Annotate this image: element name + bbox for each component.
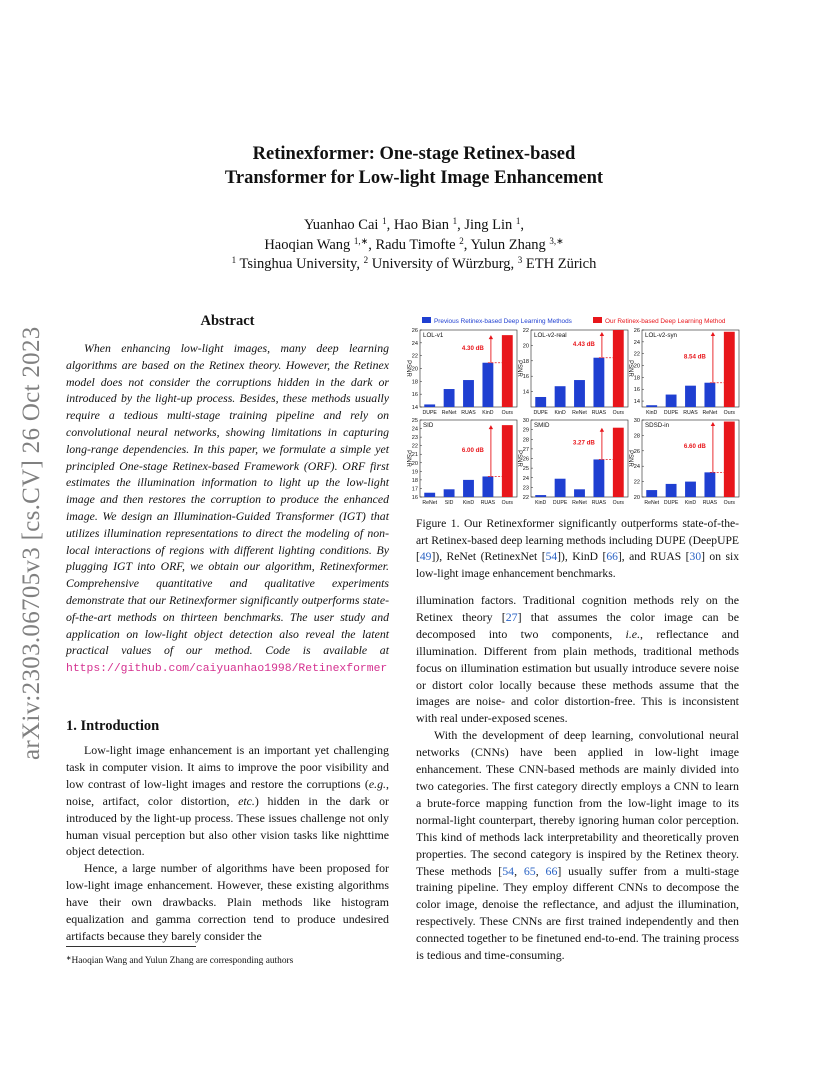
x-tick-label: Ours: [612, 410, 624, 416]
y-tick-label: 25: [411, 418, 418, 424]
chart-title: SMID: [534, 422, 550, 429]
bar: [593, 459, 604, 497]
x-tick-label: KinD: [535, 500, 547, 506]
bar: [704, 472, 715, 497]
author-line-2: Haoqian Wang $^{1,∗}$, Radu Timofte $^2$, Yulun Zhang $^{3,∗}$: [264, 235, 564, 253]
x-tick-label: RUAS: [461, 410, 476, 416]
y-axis-label: PSNR: [405, 450, 411, 467]
improvement-label: 4.43 dB: [572, 340, 595, 348]
affiliation-mark: 3: [517, 255, 523, 265]
y-tick-label: 22: [633, 479, 640, 486]
y-tick-label: 22: [522, 328, 529, 334]
x-tick-label: RUAS: [702, 500, 718, 506]
chart-title: LOL-v2-real: [534, 332, 567, 339]
citation-link[interactable]: 27: [505, 609, 518, 624]
affiliation-mark: 1: [231, 255, 237, 265]
x-tick-label: DUPE: [663, 410, 679, 416]
bar: [685, 386, 696, 407]
citation-link[interactable]: 54: [545, 550, 558, 563]
x-tick-label: Ours: [612, 500, 624, 506]
x-tick-label: Ours: [723, 410, 735, 416]
y-tick-label: 26: [633, 448, 640, 455]
abstract-text: [66, 340, 389, 678]
bar: [502, 425, 513, 497]
bar: [666, 395, 677, 407]
footnote-divider: [66, 946, 196, 947]
affiliation-1: Tsinghua University,: [239, 256, 360, 272]
affiliation-2: University of Würzburg,: [371, 256, 515, 272]
y-axis-label: PSNR: [516, 450, 522, 467]
x-tick-label: KinD: [646, 410, 658, 416]
x-tick-label: ReNet: [644, 500, 660, 506]
bar: [482, 476, 493, 497]
chart-title: SID: [423, 422, 434, 429]
legend-label-previous: Previous Retinex-based Deep Learning Methods: [434, 318, 572, 325]
x-tick-label: KinD: [482, 410, 494, 416]
author-name: Yuanhao Cai: [303, 217, 379, 233]
affiliation-3: ETH Zürich: [525, 256, 597, 272]
chart-title: SDSD-in: [645, 422, 670, 429]
y-tick-label: 20: [411, 366, 418, 373]
bar: [613, 330, 624, 407]
bar: [535, 397, 546, 407]
author-name: Yulun Zhang: [470, 236, 546, 253]
title-line-2: Transformer for Low-light Image Enhancement: [224, 168, 604, 188]
y-tick-label: 18: [633, 375, 640, 382]
abstract-heading: Abstract: [200, 313, 255, 329]
x-tick-label: DUPE: [422, 410, 437, 416]
x-tick-label: ReNet: [441, 410, 457, 416]
y-tick-label: 14: [522, 389, 529, 396]
author-affiliation-mark: 1: [452, 216, 458, 226]
paragraph: Low-light image enhancement is an important yet challenging task in computer vision. It aims to improve the poor visibility and low contrast of low-light images and restore the corruptions (e.g., noise, artifact, color distortion, etc.) hidden in the dark or introduced by the light-up process. These issues challenge not only human visual perception but also other vision tasks like nighttime object detection.: [66, 743, 389, 859]
paragraph: Hence, a large number of algorithms have been proposed for low-light image enhancement. However, these existing algorithms have their own drawbacks. Plain methods like histogram equalization and gamma correction tend to produce undesired artifacts because they barely consider the: [66, 861, 389, 943]
improvement-label: 6.60 dB: [683, 443, 706, 451]
bar: [666, 484, 677, 497]
figure-caption: Figure 1. Our Retinexformer significantly outperforms state-of-the-art Retinex-based deep learning methods including DUPE (DeepUPE [49]), ReNet (RetinexNet [54]), KinD [66], and RUAS [30] on six low-light image enhancement benchmarks.: [416, 517, 739, 580]
x-tick-label: Ours: [723, 500, 735, 506]
x-tick-label: ReNet: [572, 410, 587, 416]
bar: [646, 490, 657, 497]
affiliations: [0, 255, 828, 275]
y-tick-label: 30: [522, 418, 529, 424]
y-tick-label: 20: [411, 460, 418, 467]
x-tick-label: Ours: [501, 410, 513, 416]
citation-link[interactable]: 49: [419, 550, 432, 563]
bar: [685, 482, 696, 497]
x-tick-label: Ours: [501, 500, 513, 506]
y-tick-label: 16: [522, 374, 529, 381]
y-tick-label: 21: [411, 452, 418, 459]
y-tick-label: 24: [633, 464, 640, 471]
footnote: [66, 953, 293, 967]
author-affiliation-mark: 1: [515, 216, 521, 226]
y-tick-label: 23: [522, 485, 529, 492]
y-tick-label: 16: [411, 495, 418, 501]
y-tick-label: 20: [522, 343, 529, 350]
chart-title: LOL-v1: [423, 332, 444, 339]
author-affiliation-mark: 3,∗: [549, 235, 564, 246]
bar: [593, 358, 604, 407]
y-tick-label: 24: [522, 475, 529, 482]
y-tick-label: 18: [522, 358, 529, 365]
y-tick-label: 17: [411, 486, 418, 493]
y-tick-label: 29: [522, 427, 529, 434]
y-tick-label: 27: [522, 446, 529, 453]
author-name: Radu Timofte: [375, 236, 456, 253]
y-axis-label: PSNR: [405, 360, 411, 377]
bar: [444, 389, 455, 407]
improvement-label: 8.54 dB: [683, 353, 706, 361]
affiliation-mark: 2: [363, 255, 369, 265]
bar: [424, 404, 435, 407]
improvement-arrowhead: [600, 332, 604, 336]
author-affiliation-mark: 2: [459, 235, 464, 246]
bar: [574, 380, 585, 407]
citation-link[interactable]: 65: [523, 863, 536, 878]
legend-swatch-ours: [593, 317, 602, 323]
citation-link[interactable]: 30: [689, 550, 702, 563]
author-block: [0, 216, 828, 275]
y-tick-label: 24: [411, 340, 418, 347]
figure-svg: [404, 314, 742, 508]
paragraph: illumination factors. Traditional cognition methods rely on the Retinex theory [27] that assumes the color image can be decomposed into two components, i.e., reflectance and illumination. Different from plain methods, traditional methods focus on illumination estimation but usually introduce severe noise or distort color locally because these methods assume that the images are noise- and color distortion-free. This is inconsistent with real under-exposed scenes.: [416, 593, 739, 726]
bar: [502, 335, 513, 407]
y-axis-label: PSNR: [627, 360, 633, 377]
improvement-arrowhead: [489, 335, 493, 339]
y-tick-label: 26: [633, 328, 640, 334]
x-tick-label: RUAS: [591, 410, 607, 416]
paragraph: With the development of deep learning, convolutional neural networks (CNNs) have been applied in low-light image enhancement. These CNN-based methods are mainly divided into two categories. The first category directly employs a CNN to learn a brute-force mapping function from the low-light image to its normal-light counterpart, thereby ignoring human color perception. This kind of methods lack interpretability and theoretically proven properties. The second category is inspired by the Retinex theory. These methods [54, 65, 66] usually suffer from a multi-stage training pipeline. They employ different CNNs to decompose the color image, denoise the reflectance, and adjust the illumination, respectively. These CNNs are first trained independently and then connected together to be finetuned end-to-end. The training process is tedious and time-consuming.: [416, 728, 740, 963]
improvement-label: 4.30 dB: [461, 344, 484, 352]
title-line-1: Retinexformer: One-stage Retinex-based: [252, 144, 576, 164]
y-tick-label: 23: [411, 435, 418, 442]
bar: [424, 493, 435, 497]
improvement-label: 3.27 dB: [572, 439, 595, 447]
bar: [482, 363, 493, 407]
author-affiliation-mark: 1: [382, 216, 387, 226]
y-tick-label: 14: [633, 399, 640, 406]
x-tick-label: SID: [444, 500, 454, 506]
x-tick-label: ReNet: [422, 500, 438, 506]
x-tick-label: DUPE: [663, 500, 679, 506]
legend-swatch-previous: [422, 317, 431, 323]
y-tick-label: 26: [411, 328, 418, 334]
bar: [724, 422, 735, 497]
x-tick-label: DUPE: [552, 500, 568, 506]
x-tick-label: ReNet: [702, 410, 718, 416]
y-tick-label: 22: [633, 351, 640, 358]
y-tick-label: 22: [522, 495, 529, 501]
abstract-body: When enhancing low-light images, many deep learning algorithms are based on the Retinex theory. However, the Retinex model does not consider the corruptions hidden in the dark or introduced by the light-up process. Besides, these methods usually require a tedious multi-stage training pipeline and rely on convolutional neural networks, showing limitations in capturing long-range dependencies. In this paper, we formulate a simple yet principled One-stage Retinex-based Framework (ORF). ORF first estimates the illumination information to light up the low-light image and then restores the corruption to produce the enhanced image. We design an Illumination-Guided Transformer (IGT) that utilizes illumination representations to direct the modeling of non-local interactions of regions with different lighting conditions. By plugging IGT into ORF, we obtain our algorithm, Retinexformer. Comprehensive quantitative and qualitative experiments demonstrate that our Retinexformer significantly outperforms state-of-the-art methods on thirteen benchmarks. The user study and application on low-light object detection also reveal the latent practical values of our method. Code is available at: [66, 341, 389, 658]
x-tick-label: DUPE: [533, 410, 548, 416]
citation-link[interactable]: 66: [606, 550, 618, 563]
author-name: Jing Lin: [464, 217, 513, 233]
y-tick-label: 16: [633, 387, 640, 394]
y-tick-label: 28: [633, 433, 640, 440]
section-heading-introduction: 1. Introduction: [66, 718, 160, 734]
y-tick-label: 22: [411, 443, 418, 450]
y-tick-label: 18: [411, 379, 418, 386]
x-tick-label: RUAS: [683, 410, 698, 416]
bar: [555, 479, 566, 497]
y-axis-label: PSNR: [627, 450, 633, 467]
legend-label-ours: Our Retinex-based Deep Learning Method: [605, 318, 726, 325]
y-tick-label: 14: [411, 405, 418, 411]
y-tick-label: 20: [633, 363, 640, 370]
citation-link[interactable]: 66: [545, 863, 558, 878]
y-tick-label: 30: [633, 418, 640, 424]
x-tick-label: ReNet: [572, 500, 587, 506]
x-tick-label: KinD: [462, 500, 475, 506]
y-tick-label: 25: [522, 466, 529, 473]
improvement-arrowhead: [711, 332, 715, 336]
figure-1-bar-charts: [404, 314, 742, 508]
bar: [574, 489, 585, 497]
author-line-1: Yuanhao Cai $^1$, Hao Bian $^1$, Jing Lin $^1$,: [303, 216, 525, 233]
x-tick-label: KinD: [554, 410, 566, 416]
bar: [555, 386, 566, 407]
y-tick-label: 28: [522, 437, 529, 444]
bar: [613, 428, 624, 497]
author-affiliation-mark: 1,∗: [353, 235, 369, 246]
bar: [724, 332, 735, 407]
y-tick-label: 20: [633, 495, 640, 501]
footnote-mark: ∗: [66, 955, 72, 962]
footnote-text: Haoqian Wang and Yulun Zhang are corresponding authors: [71, 956, 294, 966]
right-column-text: [416, 592, 739, 964]
bar: [704, 383, 715, 407]
x-tick-label: RUAS: [591, 500, 607, 506]
improvement-arrowhead: [489, 425, 493, 429]
chart-title: LOL-v2-syn: [645, 332, 677, 339]
introduction-text: [66, 742, 389, 945]
y-tick-label: 19: [411, 469, 418, 476]
y-tick-label: 26: [522, 456, 529, 463]
paper-title: [0, 142, 828, 190]
bar: [444, 489, 455, 497]
bar: [463, 480, 474, 497]
arxiv-identifier: arXiv:2303.06705v3 [cs.CV] 26 Oct 2023: [18, 326, 45, 760]
author-name: Haoqian Wang: [264, 236, 351, 253]
y-axis-label: PSNR: [516, 360, 522, 377]
y-tick-label: 22: [411, 353, 418, 360]
y-tick-label: 18: [411, 477, 418, 484]
code-link[interactable]: https://github.com/caiyuanhao1998/Retinexformer: [66, 663, 388, 676]
author-name: Hao Bian: [393, 217, 449, 233]
y-tick-label: 16: [411, 392, 418, 399]
improvement-arrowhead: [711, 422, 715, 426]
bar: [535, 495, 546, 497]
x-tick-label: KinD: [684, 500, 697, 506]
y-tick-label: 24: [633, 339, 640, 346]
x-tick-label: RUAS: [480, 500, 496, 506]
bar: [646, 405, 657, 407]
improvement-arrowhead: [600, 428, 604, 432]
bar: [463, 380, 474, 407]
y-tick-label: 24: [411, 426, 418, 433]
citation-link[interactable]: 54: [502, 863, 515, 878]
improvement-label: 6.00 dB: [461, 446, 484, 454]
